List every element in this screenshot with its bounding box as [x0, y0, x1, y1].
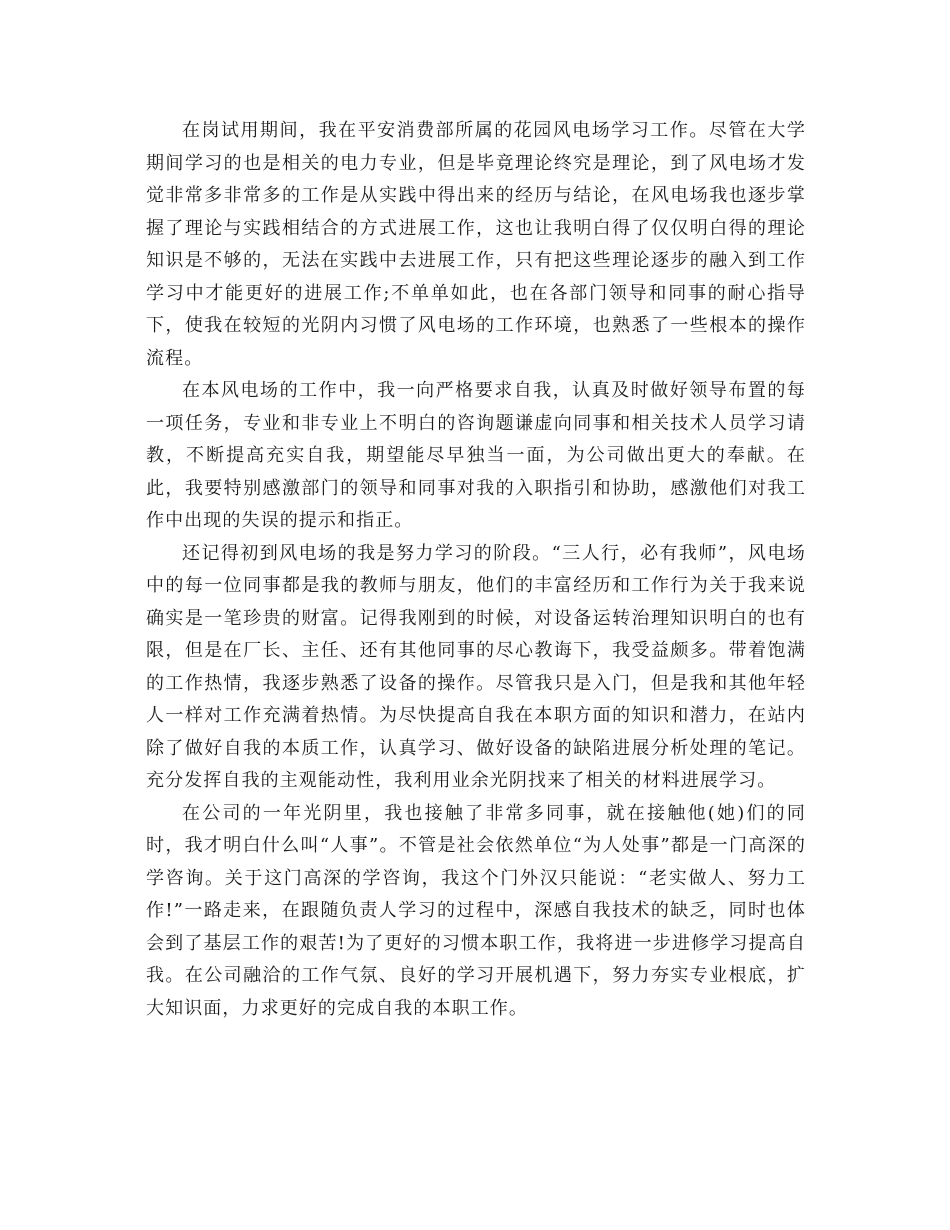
- paragraph-1: 在岗试用期间，我在平安消费部所属的花园风电场学习工作。尽管在大学期间学习的也是相关的电力专业，但是毕竟理论终究是理论，到了风电场才发觉非常多非常多的工作是从实践中得出来的经历与结论，在风电场我也逐步掌握了理论与实践相结合的方式进展工作，这也让我明白得了仅仅明白得的理论知识是不够的，无法在实践中去进展工作，只有把这些理论逐步的融入到工作学习中才能更好的进展工作;不单单如此，也在各部门领导和同事的耐心指导下，使我在较短的光阴内习惯了风电场的工作环境，也熟悉了一些根本的操作流程。: [146, 120, 806, 369]
- document-body: [146, 115, 806, 1025]
- paragraph-2: 在本风电场的工作中，我一向严格要求自我，认真及时做好领导布置的每一项任务，专业和非专业上不明白的咨询题谦虚向同事和相关技术人员学习请教，不断提高充实自我，期望能尽早独当一面，为公司做出更大的奉献。在此，我要特别感激部门的领导和同事对我的入职指引和协助，感激他们对我工作中出现的失误的提示和指正。: [146, 380, 806, 531]
- paragraph-4: 在公司的一年光阴里，我也接触了非常多同事，就在接触他(她)们的同时，我才明白什么叫“人事”。不管是社会依然单位“为人处事”都是一门高深的学咨询。关于这门高深的学咨询，我这个门外汉只能说：“老实做人、努力工作!”一路走来，在跟随负责人学习的过程中，深感自我技术的缺乏，同时也体会到了基层工作的艰苦!为了更好的习惯本职工作，我将进一步进修学习提高自我。在公司融洽的工作气氛、良好的学习开展机遇下，努力夯实专业根底，扩大知识面，力求更好的完成自我的本职工作。: [146, 802, 806, 1019]
- paragraph-3: 还记得初到风电场的我是努力学习的阶段。“三人行，必有我师”，风电场中的每一位同事都是我的教师与朋友，他们的丰富经历和工作行为关于我来说确实是一笔珍贵的财富。记得我刚到的时候，对设备运转治理知识明白的也有限，但是在厂长、主任、还有其他同事的尽心教诲下，我受益颇多。带着饱满的工作热情，我逐步熟悉了设备的操作。尽管我只是入门，但是我和其他年轻人一样对工作充满着热情。为尽快提高自我在本职方面的知识和潜力，在站内除了做好自我的本质工作，认真学习、做好设备的缺陷进展分析处理的笔记。充分发挥自我的主观能动性，我利用业余光阴找来了相关的材料进展学习。: [146, 542, 806, 791]
